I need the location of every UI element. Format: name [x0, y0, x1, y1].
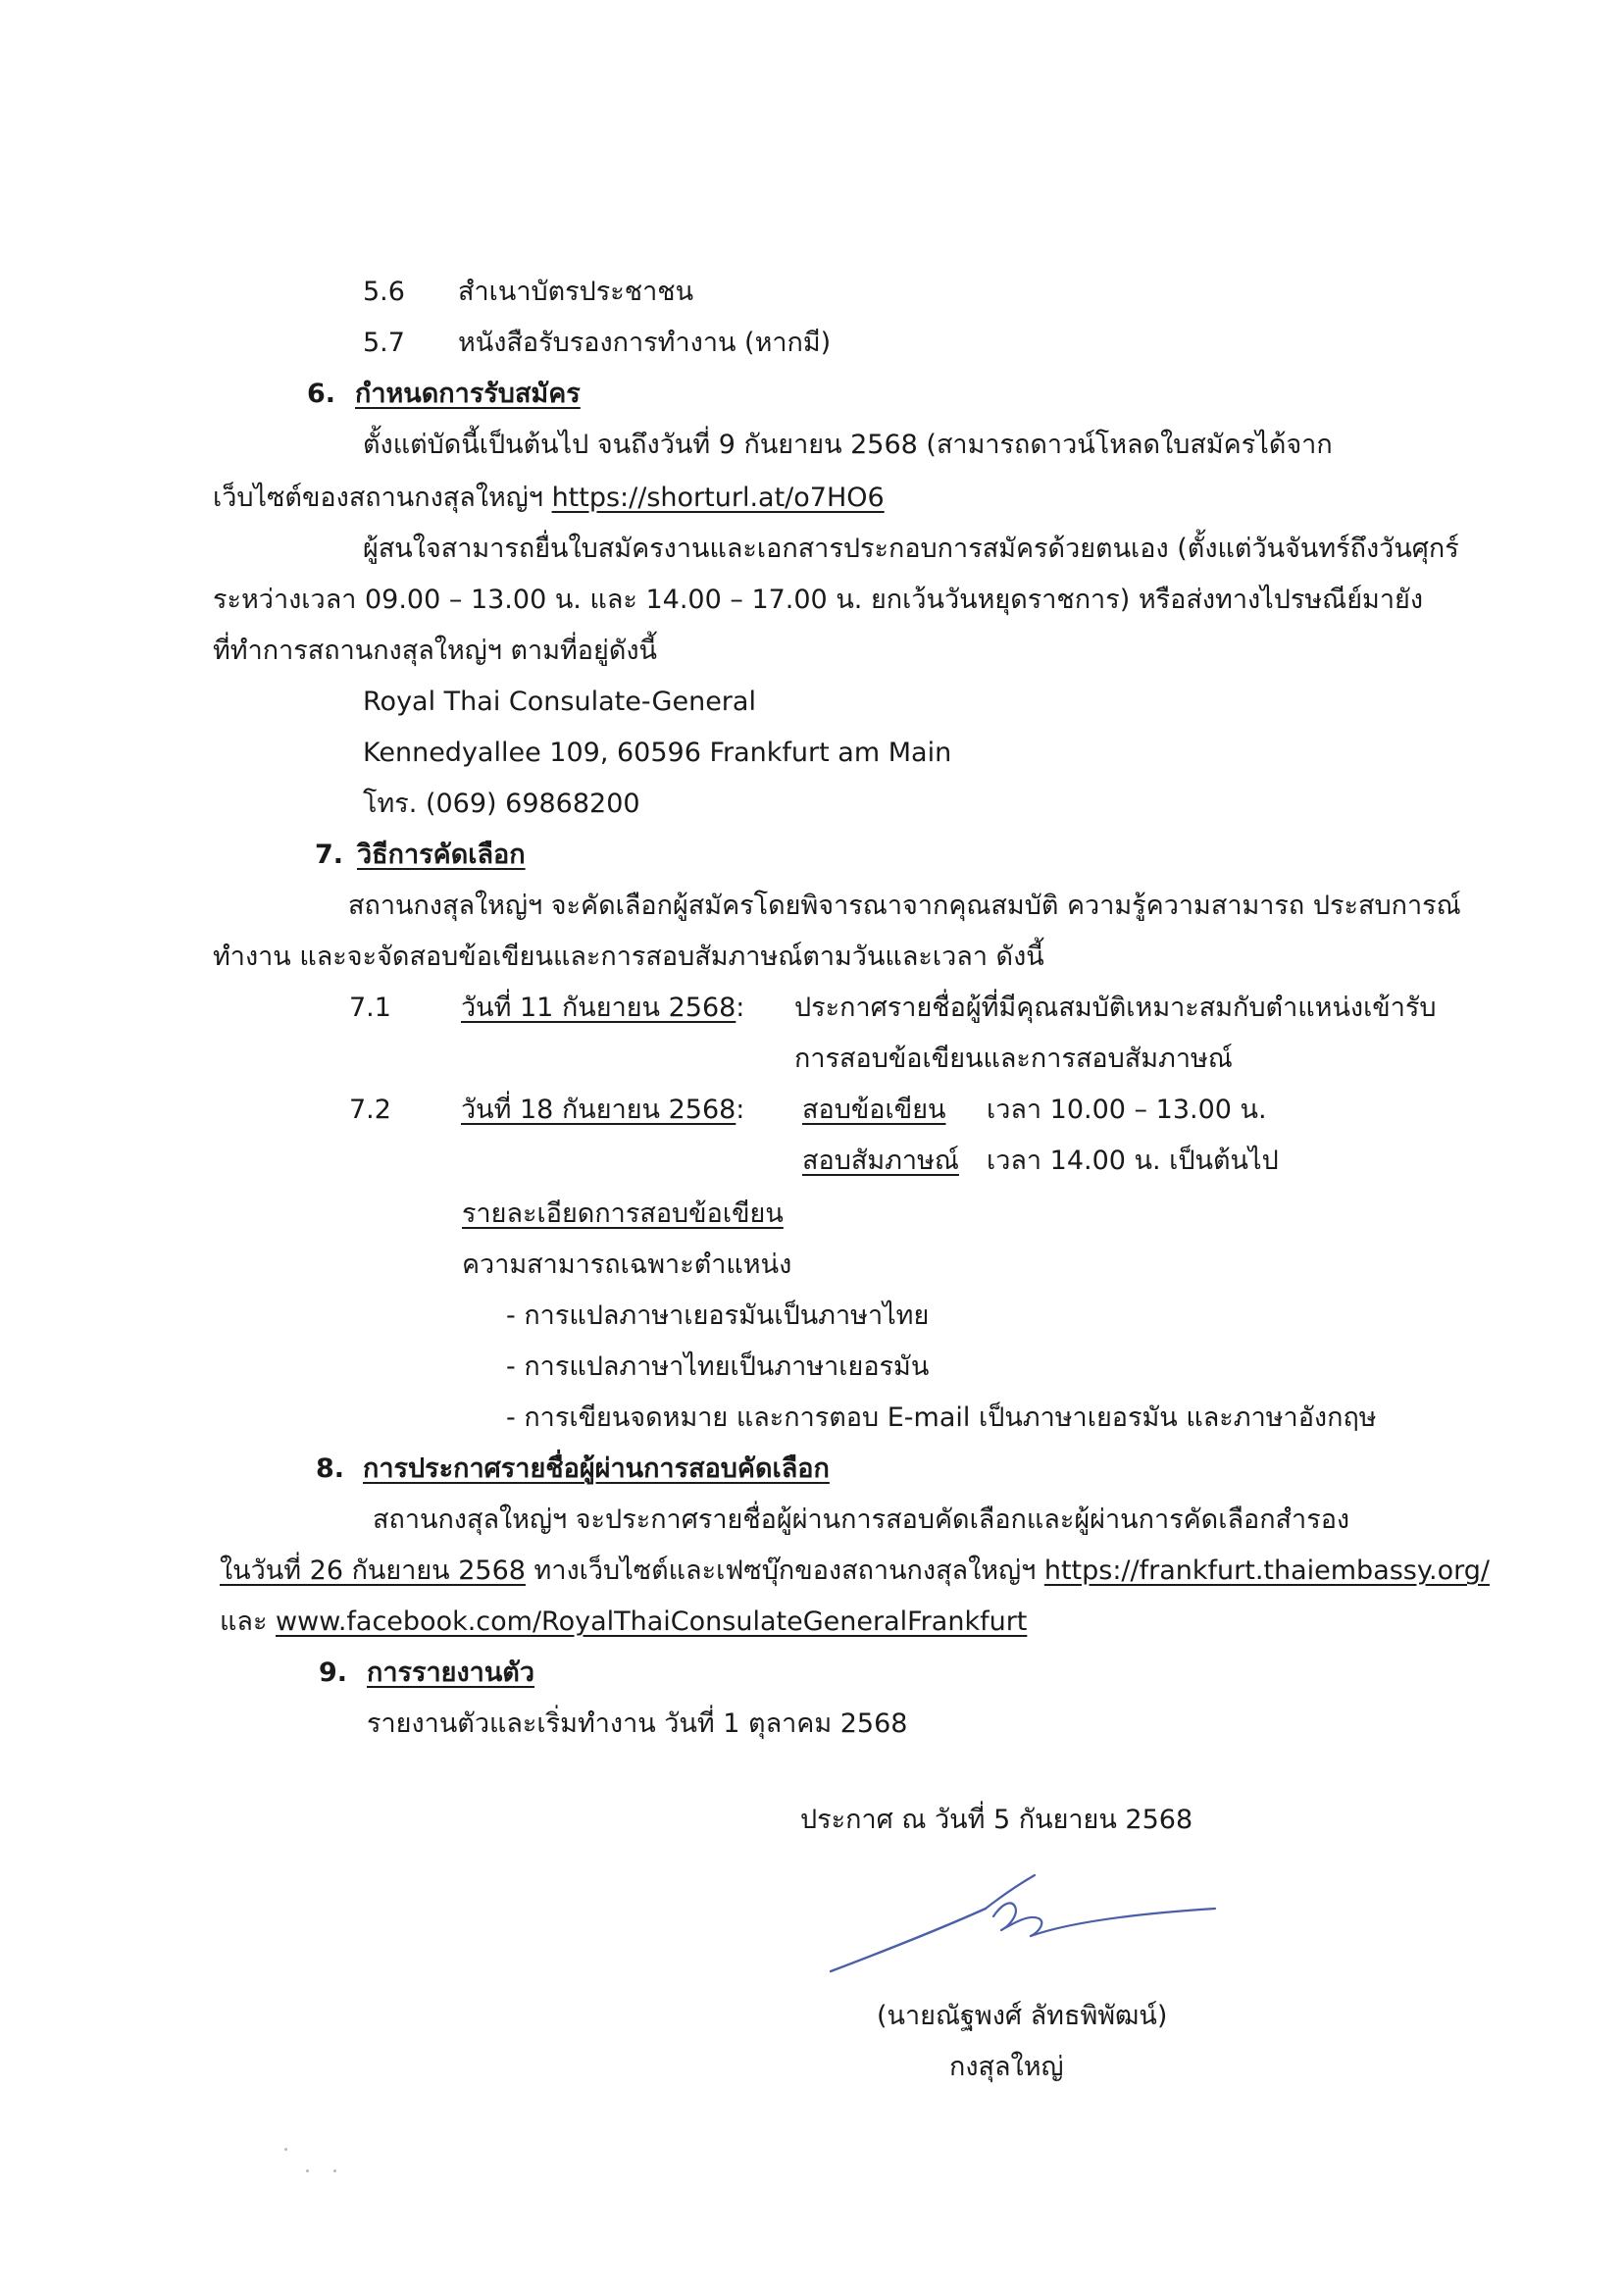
scan-speck — [284, 2148, 287, 2151]
section-8-line-1: สถานกงสุลใหญ่ฯ จะประกาศรายชื่อผู้ผ่านการสอบคัดเลือกและผู้ผ่านการคัดเลือกสำรอง — [373, 1504, 1350, 1535]
exam-item: - การเขียนจดหมาย และการตอบ E-mail เป็นภาษาเยอรมัน และภาษาอังกฤษ — [506, 1402, 1377, 1433]
section-9-number: 9. — [319, 1657, 348, 1688]
signature-image — [829, 1871, 1221, 2009]
item-7-1-description-line-2: การสอบข้อเขียนและการสอบสัมภาษณ์ — [794, 1044, 1233, 1074]
announcement-date: ประกาศ ณ วันที่ 5 กันยายน 2568 — [800, 1805, 1193, 1835]
scan-speck — [333, 2169, 336, 2172]
address-phone: โทร. (069) 69868200 — [363, 789, 640, 819]
section-6-paragraph-2-line-3: ที่ทำการสถานกงสุลใหญ่ฯ ตามที่อยู่ดังนี้ — [213, 636, 658, 666]
section-8-line-2: ในวันที่ 26 กันยายน 2568 ทางเว็บไซต์และเฟซบุ๊กของสถานกงสุลใหญ่ฯ https://frankfurt.thaiembassy.org/ — [220, 1555, 1490, 1586]
item-7-1-date: วันที่ 11 กันยายน 2568: — [461, 993, 745, 1023]
written-exam-time: เวลา 10.00 – 13.00 น. — [987, 1095, 1267, 1125]
section-6-paragraph-2-line-1: ผู้สนใจสามารถยื่นใบสมัครงานและเอกสารประกอบการสมัครด้วยตนเอง (ตั้งแต่วันจันทร์ถึงวันศุกร์ — [363, 534, 1459, 564]
section-7-number: 7. — [315, 840, 344, 870]
exam-item: - การแปลภาษาไทยเป็นภาษาเยอรมัน — [506, 1351, 930, 1382]
section-7-paragraph-line-2: ทำงาน และจะจัดสอบข้อเขียนและการสอบสัมภาษณ์ตามวันและเวลา ดังนี้ — [213, 942, 1044, 972]
section-8-line-3: และ www.facebook.com/RoyalThaiConsulateGeneralFrankfurt — [220, 1606, 1028, 1637]
address-line-1: Royal Thai Consulate-General — [363, 687, 756, 717]
section-6-paragraph-1-line-1: ตั้งแต่บัดนี้เป็นต้นไป จนถึงวันที่ 9 กันยายน 2568 (สามารถดาวน์โหลดใบสมัครได้จาก — [363, 430, 1333, 460]
scan-speck — [306, 2169, 309, 2172]
address-line-2: Kennedyallee 109, 60596 Frankfurt am Main — [363, 738, 952, 768]
embassy-website-link[interactable]: https://frankfurt.thaiembassy.org/ — [1043, 1555, 1490, 1586]
section-8-title: การประกาศรายชื่อผู้ผ่านการสอบคัดเลือก — [363, 1453, 830, 1484]
signatory-title: กงสุลใหญ่ — [949, 2052, 1064, 2082]
section-6-number: 6. — [307, 379, 336, 409]
application-form-link[interactable]: https://shorturl.at/o7HO6 — [551, 483, 885, 513]
item-5-6-text: สำเนาบัตรประชาชน — [458, 277, 694, 307]
facebook-page-link[interactable]: www.facebook.com/RoyalThaiConsulateGeneralFrankfurt — [276, 1606, 1028, 1637]
interview-time: เวลา 14.00 น. เป็นต้นไป — [987, 1146, 1279, 1176]
section-6-paragraph-1-line-2: เว็บไซต์ของสถานกงสุลใหญ่ฯ https://shorturl.at/o7HO6 — [213, 483, 885, 513]
section-9-title: การรายงานตัว — [367, 1657, 534, 1688]
section-7-paragraph-line-1: สถานกงสุลใหญ่ฯ จะคัดเลือกผู้สมัครโดยพิจารณาจากคุณสมบัติ ความรู้ความสามารถ ประสบการณ์ — [348, 891, 1461, 921]
interview-label: สอบสัมภาษณ์ — [802, 1146, 959, 1176]
item-7-1-description-line-1: ประกาศรายชื่อผู้ที่มีคุณสมบัติเหมาะสมกับตำแหน่งเข้ารับ — [794, 993, 1437, 1023]
item-5-6-number: 5.6 — [363, 277, 405, 307]
item-7-1-number: 7.1 — [349, 993, 391, 1023]
section-7-title: วิธีการคัดเลือก — [357, 840, 526, 870]
item-7-2-date: วันที่ 18 กันยายน 2568: — [461, 1095, 745, 1125]
exam-details-subtitle: ความสามารถเฉพาะตำแหน่ง — [462, 1249, 792, 1280]
item-5-7-number: 5.7 — [363, 328, 405, 358]
item-5-7-text: หนังสือรับรองการทำงาน (หากมี) — [458, 328, 832, 358]
section-6-title: กำหนดการรับสมัคร — [355, 379, 581, 409]
section-6-paragraph-2-line-2: ระหว่างเวลา 09.00 – 13.00 น. และ 14.00 – 17.00 น. ยกเว้นวันหยุดราชการ) หรือส่งทางไปรษณีย์มายัง — [213, 585, 1424, 615]
section-9-line-1: รายงานตัวและเริ่มทำงาน วันที่ 1 ตุลาคม 2568 — [367, 1708, 908, 1739]
exam-item: - การแปลภาษาเยอรมันเป็นภาษาไทย — [506, 1300, 930, 1331]
exam-details-title: รายละเอียดการสอบข้อเขียน — [462, 1198, 784, 1229]
written-exam-label: สอบข้อเขียน — [802, 1095, 946, 1125]
section-8-number: 8. — [316, 1453, 345, 1484]
signatory-name: (นายณัฐพงศ์ ลัทธพิพัฒน์) — [877, 2001, 1168, 2031]
item-7-2-number: 7.2 — [349, 1095, 391, 1125]
